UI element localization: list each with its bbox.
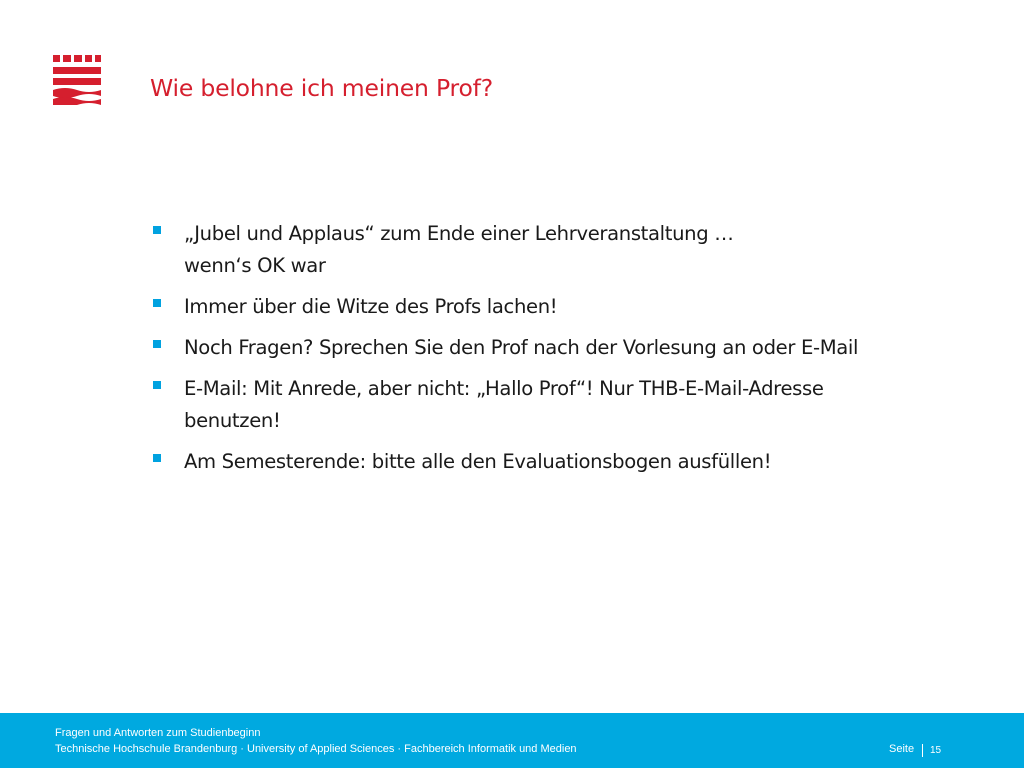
bullet-text: Noch Fragen? Sprechen Sie den Prof nach der Vorlesung an oder E-Mail [184,336,859,359]
footer-course-title: Fragen und Antworten zum Studienbeginn [55,727,261,739]
bullet-item [152,291,952,323]
bullet-text: Am Semesterende: bitte alle den Evaluationsbogen ausfüllen! [184,450,772,473]
footer-page-label: Seite [889,743,915,755]
thb-logo-icon [53,55,101,105]
bullet-item [152,373,952,437]
bullet-text: Immer über die Witze des Profs lachen! [184,295,558,318]
square-bullet-icon [153,226,161,234]
footer-divider [922,744,923,757]
slide-title: Wie belohne ich meinen Prof? [150,74,494,102]
square-bullet-icon [153,340,161,348]
square-bullet-icon [153,381,161,389]
bullet-item [152,332,952,364]
bullet-text: benutzen! [184,409,281,432]
footer-institution: Technische Hochschule Brandenburg · University of Applied Sciences · Fachbereich Informatik und Medien [55,743,577,755]
bullet-list [152,218,952,487]
square-bullet-icon [153,299,161,307]
bullet-text: E-Mail: Mit Anrede, aber nicht: „Hallo Prof“! Nur THB-E-Mail-Adresse [184,377,824,400]
bullet-item [152,446,952,478]
bullet-text: wenn‘s OK war [184,254,326,277]
footer-bar [0,713,1024,768]
footer-page-number: 15 [930,745,942,756]
bullet-item [152,218,952,282]
square-bullet-icon [153,454,161,462]
bullet-text: „Jubel und Applaus“ zum Ende einer Lehrveranstaltung … [184,222,734,245]
